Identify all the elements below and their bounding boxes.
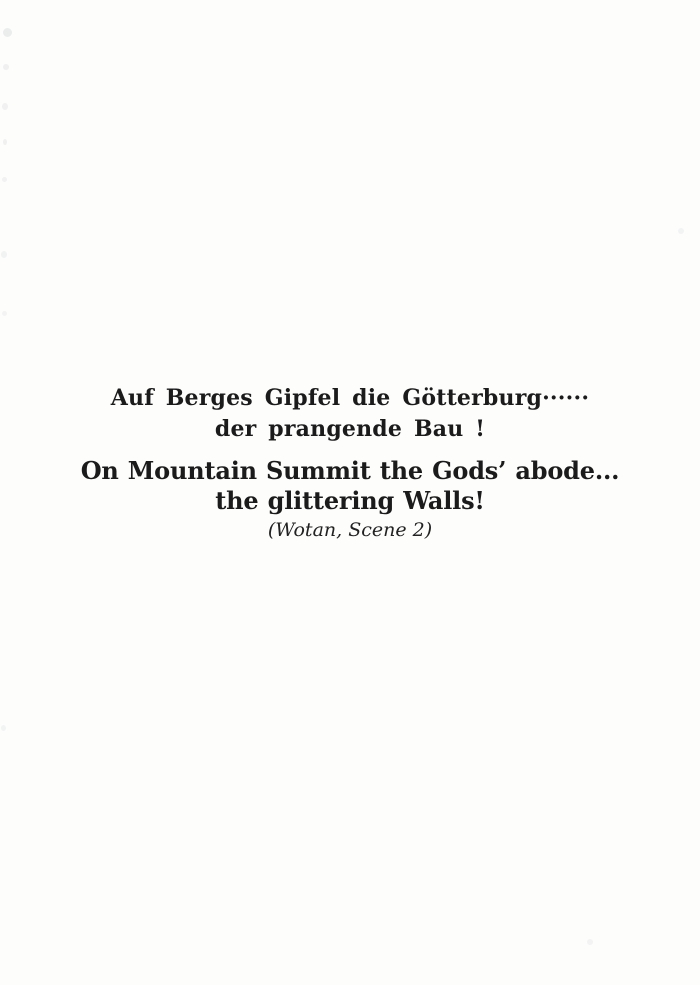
english-quote-line-2: the glittering Walls! [215,486,485,515]
scan-speck [3,139,7,145]
scan-speck [587,939,593,945]
scan-speck [3,28,12,37]
scan-speck [2,311,7,316]
scan-speck [1,251,7,258]
german-quote-line-1: Auf Berges Gipfel die Götterburg······ [110,385,590,411]
english-quote-line-1: On Mountain Summit the Gods’ abode... [80,456,620,485]
scan-speck [2,103,8,110]
scan-speck [678,228,684,234]
quote-attribution: (Wotan, Scene 2) [267,519,433,541]
scan-speck [1,725,6,731]
english-quote [0,456,700,516]
scan-speck [2,177,7,182]
quote-block [0,383,700,542]
scan-speck [3,64,9,70]
german-quote [0,383,700,445]
german-quote-line-2: der prangende Bau ! [214,416,486,442]
